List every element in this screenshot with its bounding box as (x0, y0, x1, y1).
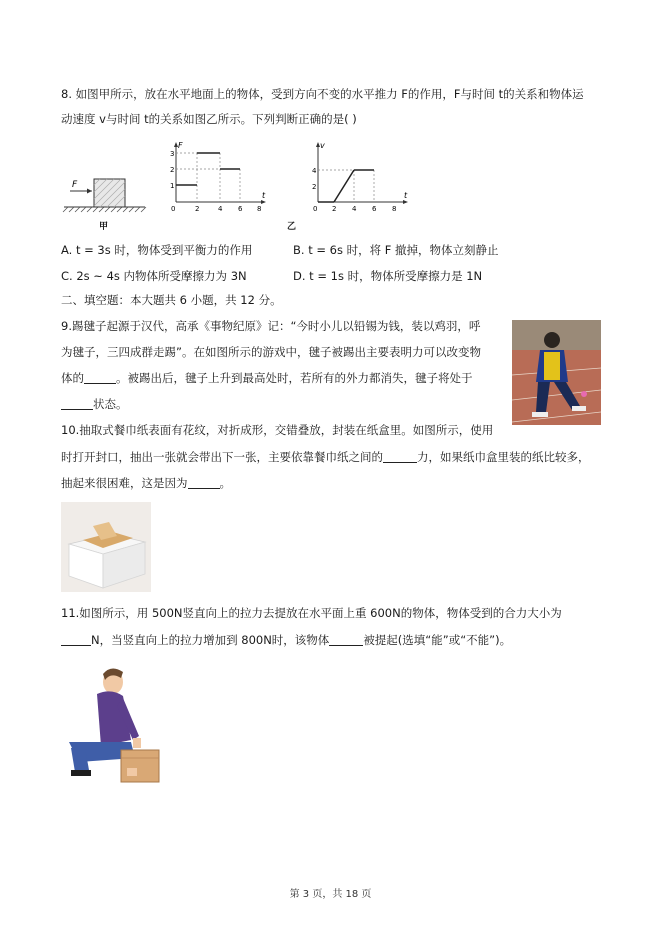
lifting-box-figure (61, 658, 171, 786)
q10-line3-text-b: 。 (219, 476, 231, 490)
page-footer: 第 3 页，共 18 页 (289, 889, 372, 900)
q9-line4 (61, 396, 128, 412)
q9-line3-text-b: 。被踢出后，毽子上升到最高处时，若所有的外力都消失，毽子将处于 (116, 371, 473, 385)
tissue-box-photo (61, 502, 151, 592)
graph-f-xtick: 6 (238, 205, 243, 213)
q8-option-a: A. t = 3s 时，物体受到平衡力的作用 (61, 243, 253, 257)
q8-option-b: B. t = 6s 时，将 F 撤掉，物体立刻静止 (293, 243, 499, 257)
graph-f-xlabel: t (262, 191, 266, 200)
q9-line4-text: 状态。 (93, 397, 128, 411)
graph-v-t (302, 138, 412, 213)
q11-line2-text-a: N，当竖直向上的拉力增加到 800N时，该物体 (91, 633, 330, 647)
graph-v-xtick: 8 (392, 205, 397, 213)
figure-jia-label: 甲 (99, 222, 109, 232)
force-label: F (72, 180, 78, 190)
graph-v-ytick: 4 (312, 167, 317, 175)
q10-line2 (61, 449, 590, 465)
graph-f-ylabel: F (178, 141, 183, 150)
graph-f-xtick: 4 (218, 205, 223, 213)
graph-v-xtick: 6 (372, 205, 377, 213)
section-heading: 二、填空题：本大题共 6 小题，共 12 分。 (61, 293, 282, 307)
graph-f-xtick: 8 (257, 205, 262, 213)
graph-v-origin: 0 (313, 205, 318, 213)
q11-blank-2[interactable] (329, 633, 363, 646)
figure-yi-label: 乙 (287, 222, 297, 232)
q10-blank-1[interactable] (383, 450, 417, 463)
graph-v-xlabel: t (404, 191, 408, 200)
q9-blank-1[interactable] (84, 371, 116, 384)
q9-line3 (61, 370, 473, 386)
graph-f-ytick: 1 (170, 182, 175, 190)
graph-f-ytick: 3 (170, 150, 175, 158)
q8-line2: 动速度 v与时间 t的关系如图乙所示。下列判断正确的是( ) (61, 112, 357, 126)
graph-v-xtick: 4 (352, 205, 357, 213)
q11-blank-1[interactable] (61, 633, 91, 646)
graph-v-xtick: 2 (332, 205, 337, 213)
q10-line3-text-a: 抽起来很困难，这是因为 (61, 476, 188, 490)
q9-line2: 为毽子，三四成群走踢”。在如图所示的游戏中，毽子被踢出主要表明力可以改变物 (61, 345, 481, 359)
q8-option-c: C. 2s ~ 4s 内物体所受摩擦力为 3N (61, 269, 247, 283)
graph-f-ytick: 2 (170, 166, 175, 174)
q9-line1: 9.踢毽子起源于汉代，高承《事物纪原》记：“今时小儿以铅锡为钱，装以鸡羽，呼 (61, 319, 481, 333)
q8-option-d: D. t = 1s 时，物体所受摩擦力是 1N (293, 269, 483, 283)
graph-v-ylabel: v (320, 141, 325, 150)
q10-line1: 10.抽取式餐巾纸表面有花纹，对折成形，交错叠放，封装在纸盒里。如图所示，使用 (61, 423, 494, 437)
q10-blank-2[interactable] (188, 476, 220, 489)
q10-line3 (61, 475, 231, 491)
shuttlecock-photo (512, 320, 601, 425)
q9-line3-text-a: 体的 (61, 371, 84, 385)
graph-f-origin: 0 (171, 205, 176, 213)
q11-line2 (61, 632, 511, 648)
q11-line2-text-b: 被提起(选填“能”或“不能”)。 (363, 633, 512, 647)
graph-v-ytick: 2 (312, 183, 317, 191)
graph-f-t (160, 138, 270, 213)
graph-f-xtick: 2 (195, 205, 200, 213)
q10-line2-text-b: 力，如果纸巾盒里装的纸比较多， (417, 450, 590, 464)
q10-line2-text-a: 时打开封口，抽出一张就会带出下一张，主要依靠餐巾纸之间的 (61, 450, 383, 464)
q11-line1: 11.如图所示，用 500N竖直向上的拉力去提放在水平面上重 600N的物体，物体受到的合力大小为 (61, 606, 562, 620)
q8-line1: 8. 如图甲所示，放在水平地面上的物体，受到方向不变的水平推力 F的作用，F与时间 t的关系和物体运 (61, 87, 584, 101)
q9-blank-2[interactable] (61, 397, 93, 410)
